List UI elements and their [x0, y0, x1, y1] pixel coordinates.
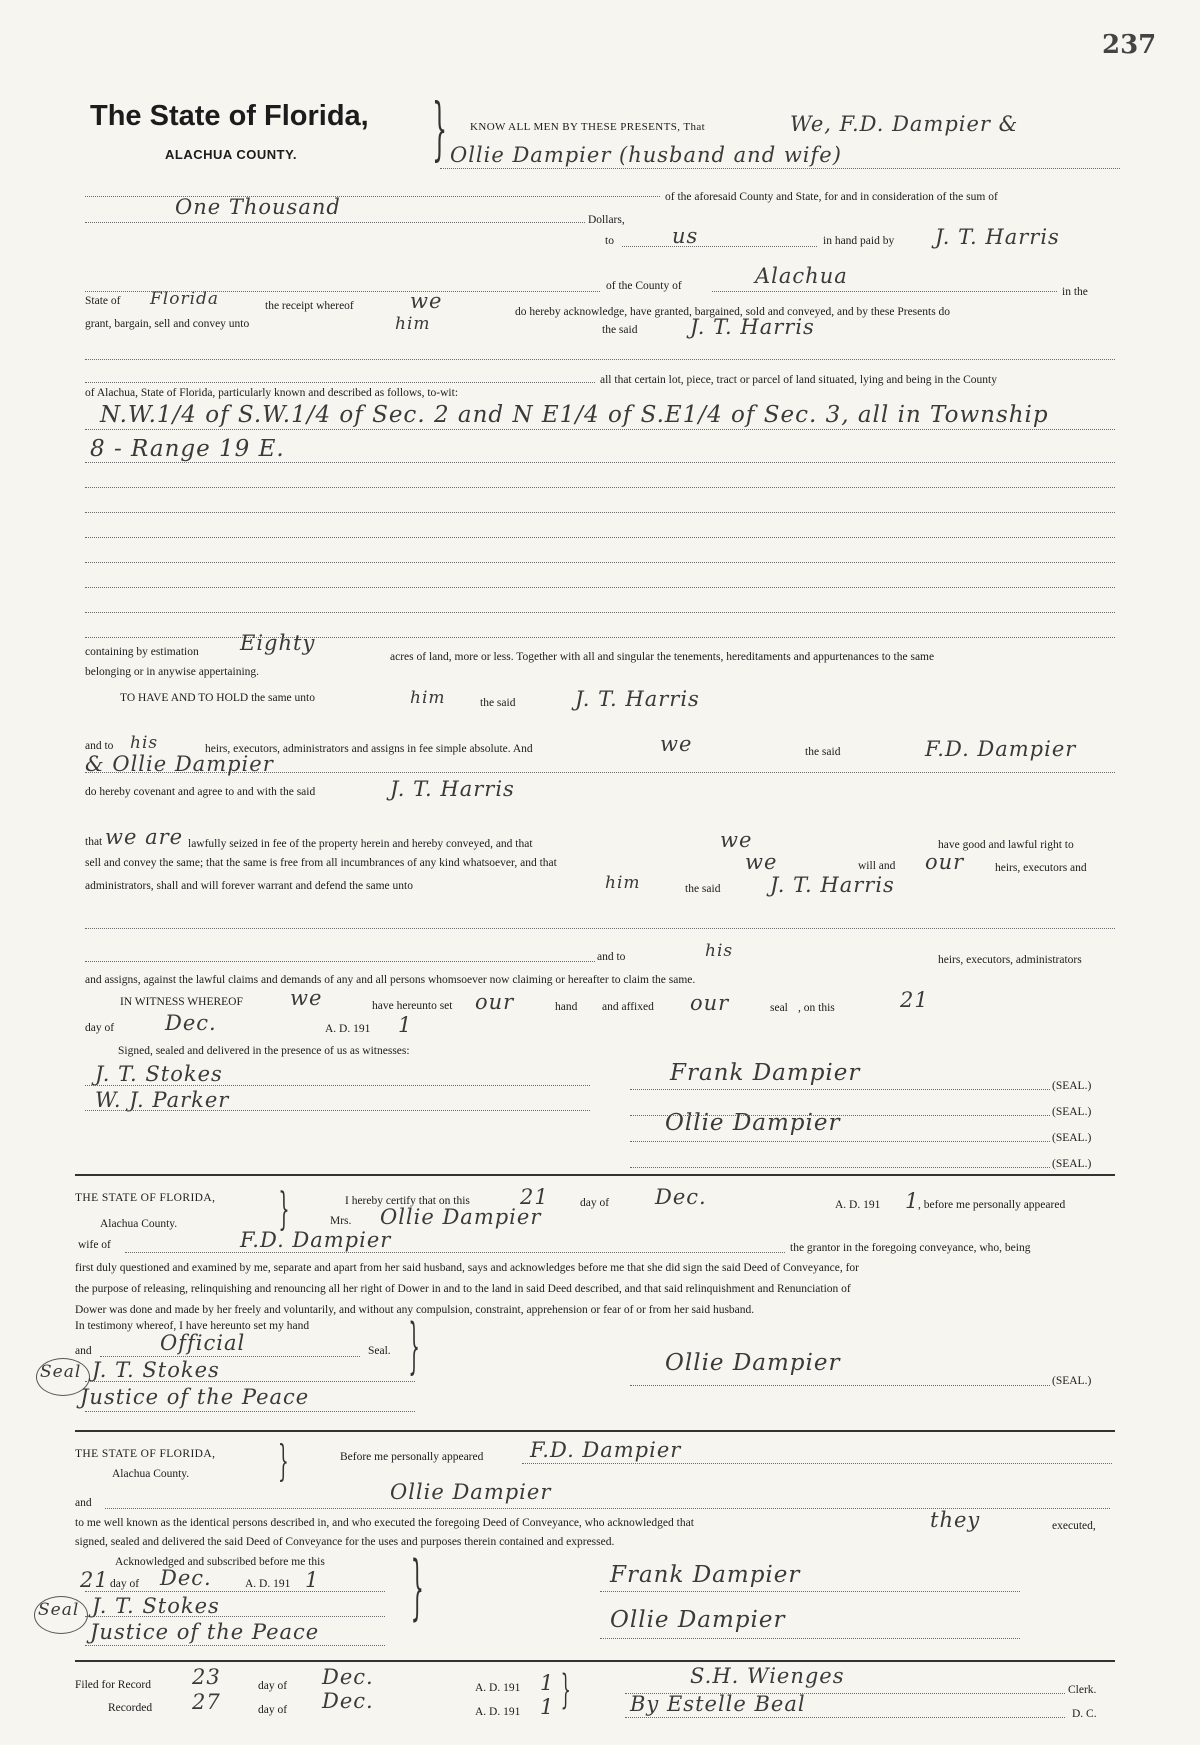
heirs-his: his	[705, 941, 734, 961]
ack-state: THE STATE OF FLORIDA,	[75, 1448, 216, 1460]
witness-1: J. T. Stokes	[95, 1062, 223, 1086]
rule	[630, 1385, 1050, 1386]
seized-text: lawfully seized in fee of the property herein and hereby conveyed, and that	[188, 838, 533, 850]
dower-body-2: the purpose of releasing, relinquishing and renouncing all her right of Dower in and to the land in said Deed described, and that said relinquishment and Renunciation of	[75, 1283, 851, 1295]
state-of-text: State of	[85, 295, 121, 307]
document-title: The State of Florida,	[90, 100, 369, 132]
ack-person-2: Ollie Dampier	[390, 1480, 552, 1504]
land-line-1: N.W.1/4 of S.W.1/4 of Sec. 2 and N E1/4 of S.E1/4 of Sec. 3, all in Township	[100, 402, 1049, 428]
rule	[630, 1115, 1050, 1116]
mrs-name: Ollie Dampier	[380, 1205, 542, 1229]
recorded-day: 27	[192, 1690, 221, 1714]
grantee-state: Florida	[150, 289, 220, 309]
seal-type: Official	[160, 1331, 246, 1355]
dower-ad-text: A. D. 191	[835, 1199, 881, 1211]
ack-officer-title: Justice of the Peace	[90, 1620, 320, 1644]
dower-month: Dec.	[655, 1185, 707, 1209]
dower-signature: Ollie Dampier	[665, 1350, 841, 1376]
rule	[600, 1591, 1020, 1592]
rule	[85, 537, 1115, 538]
recorded-day-of-text: day of	[258, 1704, 288, 1716]
defend-unto: him	[605, 873, 641, 893]
rule	[85, 1591, 385, 1592]
seal-on-text: seal	[770, 1002, 788, 1014]
rule	[85, 1645, 385, 1646]
rule	[100, 1356, 360, 1357]
ack-day: 21	[80, 1568, 109, 1592]
grantee-name-5: J. T. Harris	[770, 873, 895, 897]
mrs-text: Mrs.	[330, 1215, 352, 1227]
execution-month: Dec.	[165, 1011, 217, 1035]
rule	[85, 1085, 590, 1086]
seized-by: we are	[105, 825, 184, 849]
page-number: 237	[1102, 30, 1157, 60]
deputy-name: By Estelle Beal	[630, 1692, 806, 1716]
dower-day-of-text: day of	[580, 1197, 610, 1209]
recorded-year-digit: 1	[540, 1695, 555, 1719]
of-county-text: of the County of	[606, 280, 682, 292]
grantor-name-2: & Ollie Dampier	[85, 752, 274, 776]
rule	[85, 222, 585, 223]
rule	[85, 196, 660, 197]
rule	[85, 1616, 385, 1617]
dower-officer-title: Justice of the Peace	[80, 1385, 310, 1409]
grantee-name: J. T. Harris	[935, 225, 1060, 249]
the-said-text: the said	[602, 324, 638, 336]
filed-month: Dec.	[322, 1665, 374, 1689]
testimony-brace: }	[408, 1311, 420, 1381]
in-the-text: in the	[1062, 286, 1088, 298]
rule	[85, 928, 1115, 929]
ack-signature-1: Frank Dampier	[610, 1562, 801, 1588]
execution-day: 21	[900, 988, 929, 1012]
ack-county: Alachua County.	[112, 1468, 190, 1480]
ack-signature-2: Ollie Dampier	[610, 1607, 786, 1633]
signature-2: Ollie Dampier	[665, 1110, 841, 1136]
before-me-text: , before me personally appeared	[918, 1199, 1066, 1211]
county-heading: ALACHUA COUNTY.	[165, 147, 297, 162]
witness-2: W. J. Parker	[95, 1088, 230, 1112]
ack-sub-brace: }	[410, 1546, 424, 1628]
hand-text: hand	[555, 1001, 578, 1013]
wife-of-text: wife of	[78, 1239, 111, 1251]
clerk-name: S.H. Wienges	[690, 1664, 845, 1688]
hand-by: our	[475, 990, 515, 1014]
seal-text: Seal.	[368, 1345, 391, 1357]
dower-county: Alachua County.	[100, 1218, 178, 1230]
to-text: to	[605, 235, 614, 247]
grant-text: grant, bargain, sell and convey unto	[85, 318, 250, 330]
ack-officer-name: J. T. Stokes	[92, 1594, 220, 1618]
grantor-name: F.D. Dampier	[925, 737, 1077, 761]
rule	[85, 1381, 415, 1382]
filed-text: Filed for Record	[75, 1679, 152, 1691]
rule	[600, 1638, 1020, 1639]
aforesaid-text: of the aforesaid County and State, for and in consideration of the sum of	[665, 191, 998, 203]
the-said-text-2: the said	[480, 697, 516, 709]
dower-brace: }	[278, 1184, 290, 1235]
of-alachua-text: of Alachua, State of Florida, particularly known and described as follows, to-wit:	[85, 387, 459, 399]
rule	[712, 291, 1057, 292]
certain-lot-text: all that certain lot, piece, tract or parcel of land situated, lying and being in the County	[600, 374, 997, 386]
to-have-text: TO HAVE AND TO HOLD the same unto	[120, 692, 315, 704]
signed-text: Signed, sealed and delivered in the presence of us as witnesses:	[118, 1045, 410, 1057]
covenantor: we	[660, 732, 693, 756]
ad-text: A. D. 191	[325, 1023, 371, 1035]
rule	[625, 1717, 1065, 1718]
filed-day: 23	[192, 1665, 221, 1689]
clerk-text: Clerk.	[1068, 1684, 1097, 1696]
ack-signed-text: signed, sealed and delivered the said Deed of Conveyance for the uses and purposes therein contained and expressed.	[75, 1536, 615, 1548]
rule	[622, 246, 817, 247]
ack-seal-mark: Seal	[38, 1600, 80, 1620]
rule	[85, 1411, 415, 1412]
ack-ad-text: A. D. 191	[245, 1578, 291, 1590]
heirs-admin-text: heirs, executors, administrators	[938, 954, 1082, 966]
rule	[630, 1141, 1050, 1142]
ack-brace: }	[278, 1436, 289, 1485]
ack-sub-text: Acknowledged and subscribed before me this	[115, 1556, 325, 1568]
admin-text: administrators, shall and will forever warrant and defend the same unto	[85, 880, 413, 892]
rule	[85, 487, 1115, 488]
rule	[85, 429, 1115, 430]
recorded-month: Dec.	[322, 1689, 374, 1713]
husband-name: F.D. Dampier	[240, 1228, 392, 1252]
rule	[85, 961, 595, 962]
warrant-by: we	[745, 850, 778, 874]
paid-to: us	[672, 224, 699, 248]
right-text: have good and lawful right to	[938, 839, 1074, 851]
seal-label-2: (SEAL.)	[1052, 1106, 1092, 1118]
dower-day: 21	[520, 1185, 549, 1209]
rule	[85, 612, 1115, 613]
rule	[85, 587, 1115, 588]
section-divider-2	[75, 1430, 1115, 1432]
right-by: we	[720, 828, 753, 852]
grantee-name-2: J. T. Harris	[690, 315, 815, 339]
heirs-our: our	[925, 850, 965, 874]
dower-officer-name: J. T. Stokes	[92, 1358, 220, 1382]
convey-unto: him	[395, 314, 431, 334]
section-divider-3	[75, 1660, 1115, 1662]
the-said-text-4: the said	[685, 883, 721, 895]
belonging-text: belonging or in anywise appertaining.	[85, 666, 260, 678]
sell-text: sell and convey the same; that the same is free from all incumbrances of any kind whatsoever, and that	[85, 857, 557, 869]
land-line-2: 8 - Range 19 E.	[90, 436, 285, 462]
rule	[85, 462, 1115, 463]
ack-person-1: F.D. Dampier	[530, 1438, 682, 1462]
containing-text: containing by estimation	[85, 646, 199, 658]
ack-they: they	[930, 1508, 981, 1532]
grantee-county: Alachua	[755, 264, 848, 288]
heirs-exec-text: heirs, executors and	[995, 862, 1087, 874]
dower-body-3: Dower was done and made by her freely and voluntarily, and without any compulsion, constraint, apprehension or fear of or from her said husband.	[75, 1304, 755, 1316]
seal-label-3: (SEAL.)	[1052, 1132, 1092, 1144]
dollars-text: Dollars,	[588, 214, 625, 226]
execution-year-digit: 1	[398, 1013, 413, 1037]
filed-ad-text: A. D. 191	[475, 1682, 521, 1694]
header-brace: }	[432, 90, 448, 169]
covenant-text: do hereby covenant and agree to and with the said	[85, 786, 316, 798]
grantors-line-1: We, F.D. Dampier &	[790, 112, 1019, 136]
grantors-line-2: Ollie Dampier (husband and wife)	[450, 143, 842, 167]
paid-by-text: in hand paid by	[823, 235, 895, 247]
rule	[125, 1252, 785, 1253]
rule	[85, 562, 1115, 563]
on-this-text: , on this	[798, 1002, 835, 1014]
rule	[85, 382, 595, 383]
recorded-text: Recorded	[108, 1702, 153, 1714]
recorded-ad-text: A. D. 191	[475, 1706, 521, 1718]
ack-day-of-text: day of	[110, 1578, 140, 1590]
ack-month: Dec.	[160, 1566, 212, 1590]
affixed-text: and affixed	[602, 1001, 654, 1013]
witness-by: we	[290, 986, 323, 1010]
rule	[440, 168, 1120, 169]
section-divider	[75, 1174, 1115, 1176]
ack-year-digit: 1	[305, 1568, 320, 1592]
rule	[630, 1167, 1050, 1168]
dc-text: D. C.	[1072, 1708, 1097, 1720]
receipt-by: we	[410, 289, 443, 313]
intro-text: KNOW ALL MEN BY THESE PRESENTS, That	[470, 121, 706, 133]
before-text: Before me personally appeared	[340, 1451, 484, 1463]
witness-text: IN WITNESS WHEREOF	[120, 996, 243, 1008]
will-and-text: will and	[858, 860, 896, 872]
testimony-text: In testimony whereof, I have hereunto set my hand	[75, 1320, 310, 1332]
assigns-text: and assigns, against the lawful claims and demands of any and all persons whomsoever now claiming or hereafter to claim the same.	[85, 974, 696, 986]
heirs-of: his	[130, 733, 159, 753]
heirs-text: heirs, executors, administrators and assigns in fee simple absolute. And	[205, 743, 533, 755]
rule	[85, 1110, 590, 1111]
known-text: to me well known as the identical persons described in, and who executed the foregoing Deed of Conveyance, who acknowledged that	[75, 1517, 694, 1529]
dower-body-1: first duly questioned and examined by me, separate and apart from her said husband, says and acknowledges before me that she did sign the said Deed of Conveyance, for	[75, 1262, 859, 1274]
that-text: that	[85, 836, 103, 848]
grantee-name-3: J. T. Harris	[575, 687, 700, 711]
the-said-text-3: the said	[805, 746, 841, 758]
and-text: and	[75, 1345, 92, 1357]
filed-year-digit: 1	[540, 1671, 555, 1695]
seal-label-4: (SEAL.)	[1052, 1158, 1092, 1170]
signature-1: Frank Dampier	[670, 1060, 861, 1086]
ack-and-text: and	[75, 1497, 92, 1509]
and-to-text-2: and to	[597, 951, 626, 963]
and-to-text: and to	[85, 740, 114, 752]
acres-value: Eighty	[240, 631, 316, 655]
receipt-text: the receipt whereof	[265, 300, 354, 312]
consideration-amount: One Thousand	[175, 195, 341, 219]
dower-state: THE STATE OF FLORIDA,	[75, 1192, 216, 1204]
certify-text: I hereby certify that on this	[345, 1195, 470, 1207]
seal-circle-2	[34, 1596, 88, 1634]
rule	[85, 772, 1115, 773]
acres-text: acres of land, more or less. Together with all and singular the tenements, hereditaments and appurtenances to the same	[390, 651, 935, 663]
dower-year-digit: 1	[905, 1189, 920, 1213]
seal-label-1: (SEAL.)	[1052, 1080, 1092, 1092]
grantor-text: the grantor in the foregoing conveyance, who, being	[790, 1242, 1031, 1254]
grantee-name-4: J. T. Harris	[390, 777, 515, 801]
rule	[85, 359, 1115, 360]
filed-day-of-text: day of	[258, 1680, 288, 1692]
rule	[522, 1463, 1112, 1464]
dower-seal-mark: Seal	[40, 1362, 82, 1382]
rule	[85, 512, 1115, 513]
rule	[630, 1089, 1050, 1090]
have-set-text: have hereunto set	[372, 1000, 453, 1012]
have-unto: him	[410, 688, 446, 708]
day-of-text: day of	[85, 1022, 115, 1034]
executed-text: executed,	[1052, 1520, 1096, 1532]
dower-seal-label: (SEAL.)	[1052, 1375, 1092, 1387]
filing-brace: }	[560, 1667, 571, 1713]
acknowledge-text: do hereby acknowledge, have granted, bargained, sold and conveyed, and by these Presents do	[515, 306, 951, 318]
seal-by: our	[690, 991, 730, 1015]
